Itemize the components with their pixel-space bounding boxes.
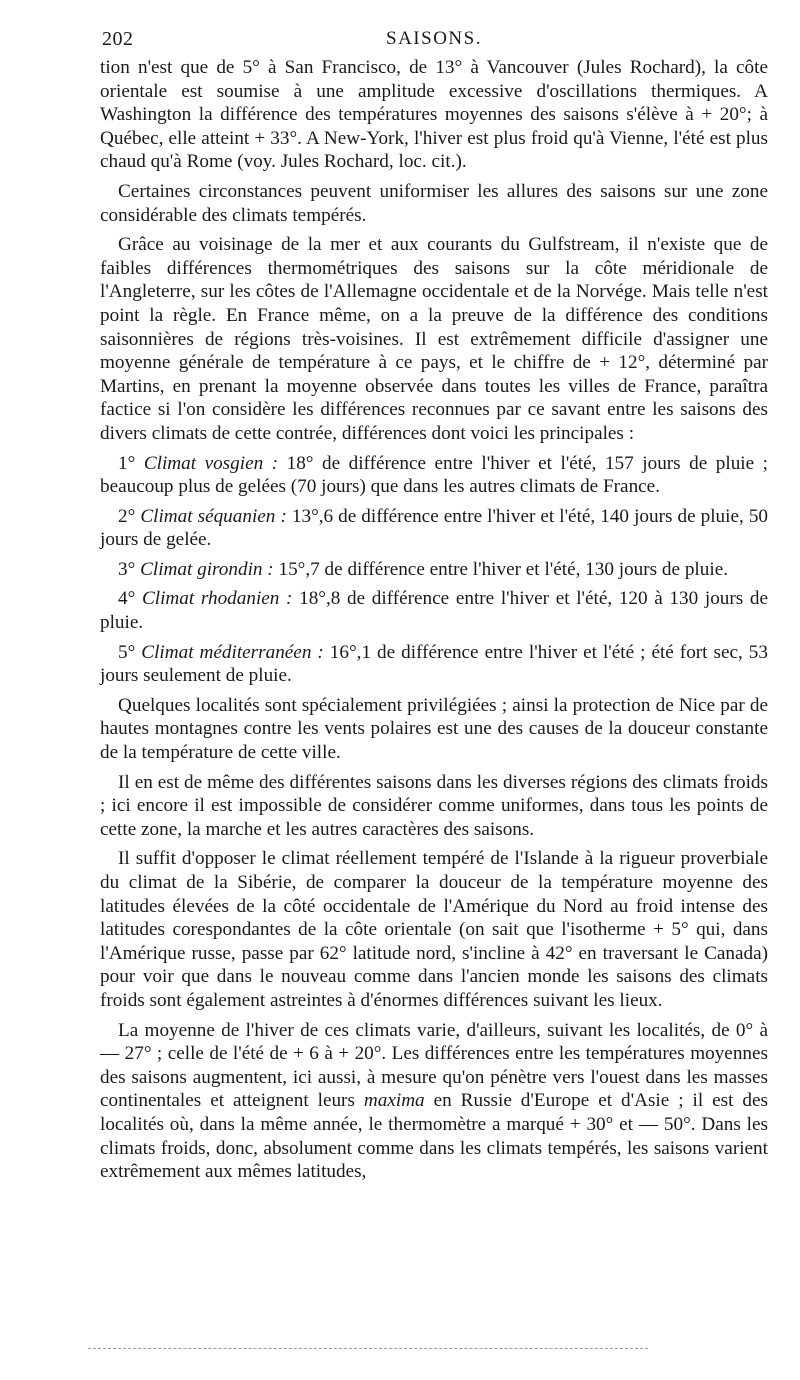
climate-description: 15°,7 de différence entre l'hiver et l'été, 130 jours de pluie. — [273, 558, 729, 580]
body-text — [100, 56, 768, 1184]
climate-description: 18° de différence entre l'hiver et l'été, 157 jours de pluie ; beaucoup plus de gelées (70 jours) que dans les autres climats de France. — [100, 452, 769, 498]
climate-number: 3° — [118, 558, 136, 580]
paragraph — [100, 771, 768, 842]
climate-number: 1° — [118, 452, 136, 474]
page-number: 202 — [102, 28, 134, 50]
para-12-text-start: La moyenne de l'hiver de ces climats varie, d'ailleurs, suivant les localités, de 0° à — 27° ; celle de l'été de + 6 à + 20°. Les différences entre les températures moyennes des saisons augmentent, ici aussi, à mesure qu'on pénètre vers l'ouest dans les masses continentales et atteignent leurs — [100, 1019, 768, 1112]
book-page — [100, 28, 768, 1190]
para-11-text: Il suffit d'opposer le climat réellement tempéré de l'Islande à la rigueur proverbiale du climat de la Sibérie, de comparer la douceur de la température moyenne des latitudes élevées de la côté occidentale de l'Amérique du Nord au froid intense des latitudes corespondantes de la côte orientale (on sait que l'isotherme + 5° qui, dans l'Amérique russe, passe par 62° latitude nord, s'incline à 42° en traversant le Canada) pour voir que dans le nouveau comme dans l'ancien monde les saisons des climats froids sont également astreintes à d'énormes différences suivant les lieux. — [100, 848, 768, 1011]
climate-description: 13°,6 de différence entre l'hiver et l'été, 140 jours de pluie, 50 jours de gelée. — [100, 505, 769, 551]
paragraph — [100, 180, 768, 227]
para-1-text: tion n'est que de 5° à San Francisco, de 13° à Vancouver (Jules Rochard), la côte orientale est soumise à une amplitude excessive d'oscillations thermiques. A Washington la différence des températures moyennes des saisons s'élève à + 20°; à Québec, elle atteint + 33°. A New-York, l'hiver est plus froid qu'à Vienne, l'été est plus chaud qu'à Rome (voy. Jules Rochard, loc. cit.). — [100, 57, 768, 173]
page-header — [100, 28, 768, 54]
climate-item-vosgien — [100, 452, 768, 499]
climate-description: 16°,1 de différence entre l'hiver et l'été ; été fort sec, 53 jours seulement de pluie. — [100, 641, 768, 687]
paragraph-continuation — [100, 56, 768, 174]
climate-number: 2° — [118, 505, 136, 527]
climate-item-mediterraneen — [100, 641, 768, 688]
climate-name: Climat séquanien : — [140, 505, 287, 527]
paragraph — [100, 1019, 768, 1184]
footer-divider — [88, 1348, 648, 1349]
climate-number: 5° — [118, 641, 136, 663]
climate-name: Climat méditerranéen : — [141, 641, 324, 663]
climate-number: 4° — [118, 588, 136, 610]
climate-name: Climat rhodanien : — [141, 588, 293, 610]
climate-item-girondin — [100, 558, 768, 582]
climate-item-sequanien — [100, 505, 768, 552]
para-9-text: Quelques localités sont spécialement privilégiées ; ainsi la protection de Nice par de hautes montagnes contre les vents polaires est une des causes de la douceur constante de la température de cette ville. — [100, 694, 768, 764]
paragraph — [100, 847, 768, 1012]
climate-description: 18°,8 de différence entre l'hiver et l'été, 120 à 130 jours de pluie. — [100, 588, 769, 634]
paragraph — [100, 233, 768, 445]
para-2-text: Certaines circonstances peuvent uniformiser les allures des saisons sur une zone considérable des climats tempérés. — [100, 180, 768, 226]
para-10-text: Il en est de même des différentes saisons dans les diverses régions des climats froids ; ici encore il est impossible de considérer comme uniformes, dans tous les points de cette zone, la marche et les autres caractères des saisons. — [100, 771, 768, 840]
italic-term: maxima — [363, 1090, 425, 1112]
para-3-text: Grâce au voisinage de la mer et aux courants du Gulfstream, il n'existe que de faibles différences thermométriques des saisons sur la côte méridionale de l'Angleterre, sur les côtes de l'Allemagne occidentale et de la Norvége. Mais telle n'est point la règle. En France même, on a la preuve de la différence des conditions saisonnières de régions très-voisines. Il est extrêmement difficile d'assigner une moyenne générale de température à ce pays, et le chiffre de + 12°, déterminé par Martins, en prenant la moyenne observée dans toutes les villes de France, paraîtra factice si l'on considère les différences reconnues par ce savant entre les saisons des divers climats de cette contrée, différences dont voici les principales : — [100, 234, 768, 444]
para-12-text-end: en Russie d'Europe et d'Asie ; il est des localités où, dans la même année, le thermomètre a marqué + 30° et — 50°. Dans les climats froids, donc, absolument comme dans les climats tempérés, les saisons varient extrêmement aux mêmes latitudes, — [100, 1090, 768, 1183]
climate-item-rhodanien — [100, 587, 768, 634]
climate-name: Climat vosgien : — [143, 452, 279, 474]
climate-name: Climat girondin : — [140, 558, 274, 580]
running-title: SAISONS. — [386, 28, 482, 49]
paragraph — [100, 694, 768, 765]
